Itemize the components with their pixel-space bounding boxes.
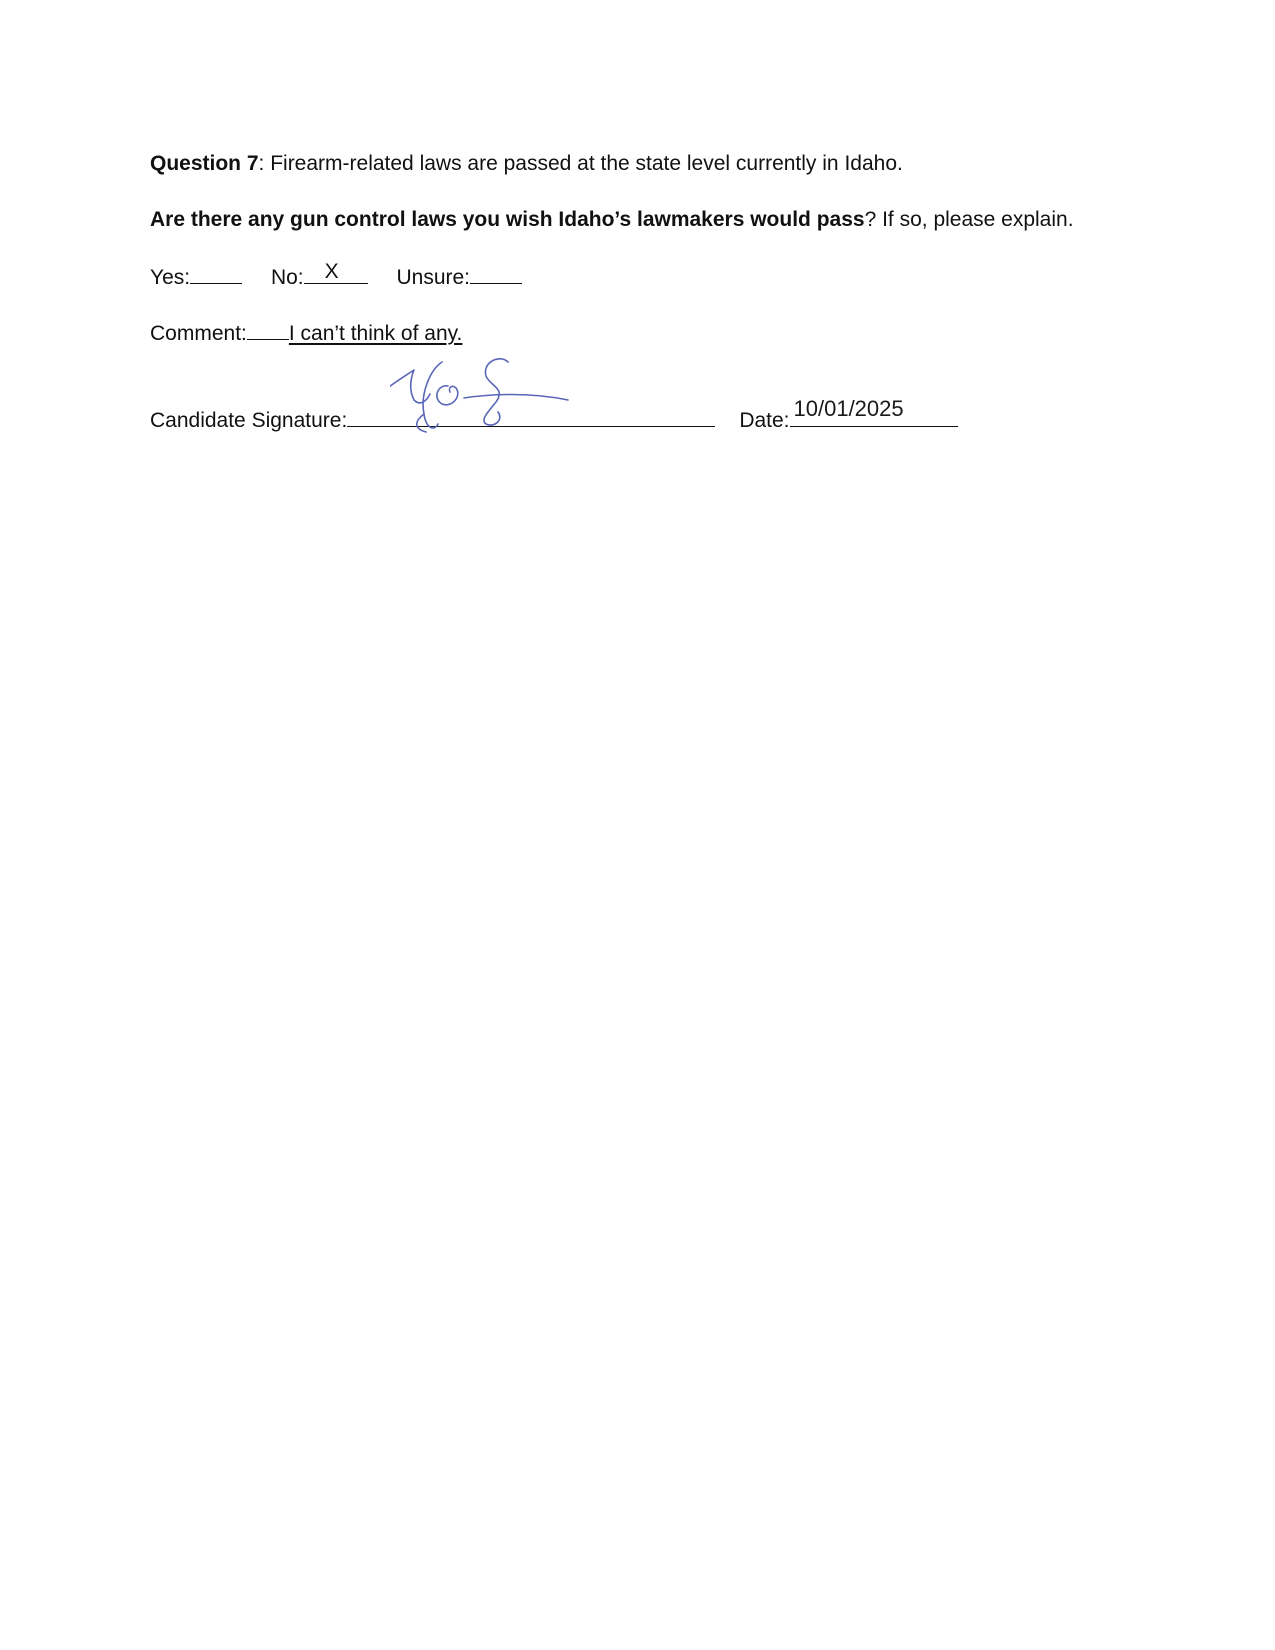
no-label: No: [270,266,304,289]
signature-stroke-2 [417,362,442,432]
signature-stroke-5 [464,395,568,401]
unsure-option [396,263,522,291]
signature-stroke-4 [484,359,508,425]
comment-line [150,319,462,347]
prompt-line [150,207,1074,233]
comment-label: Comment: [150,322,247,345]
question-line [150,151,903,177]
unsure-label: Unsure: [396,266,470,289]
comment-lead-blank [247,319,289,340]
signature-stroke-3 [437,386,458,405]
no-blank[interactable] [304,260,368,284]
date-field[interactable] [790,396,958,427]
yes-option [150,263,242,291]
yes-label: Yes: [150,266,191,289]
question-text: : Firearm-related laws are passed at the state level currently in Idaho. [258,152,903,175]
signature-label: Candidate Signature: [150,409,348,432]
question-label: Question 7 [150,152,259,175]
handwritten-signature [390,358,610,458]
unsure-blank[interactable] [470,263,522,284]
date-value: 10/01/2025 [793,396,904,421]
comment-text[interactable]: I can’t think of any. [288,322,463,345]
yes-blank[interactable] [190,263,242,284]
prompt-rest-text: ? If so, please explain. [864,208,1074,231]
no-option [270,260,368,291]
prompt-bold-text: Are there any gun control laws you wish Idaho’s lawmakers would pass [150,208,865,231]
answer-options [150,260,522,291]
no-mark: X [324,260,339,283]
date-label: Date: [739,409,790,432]
